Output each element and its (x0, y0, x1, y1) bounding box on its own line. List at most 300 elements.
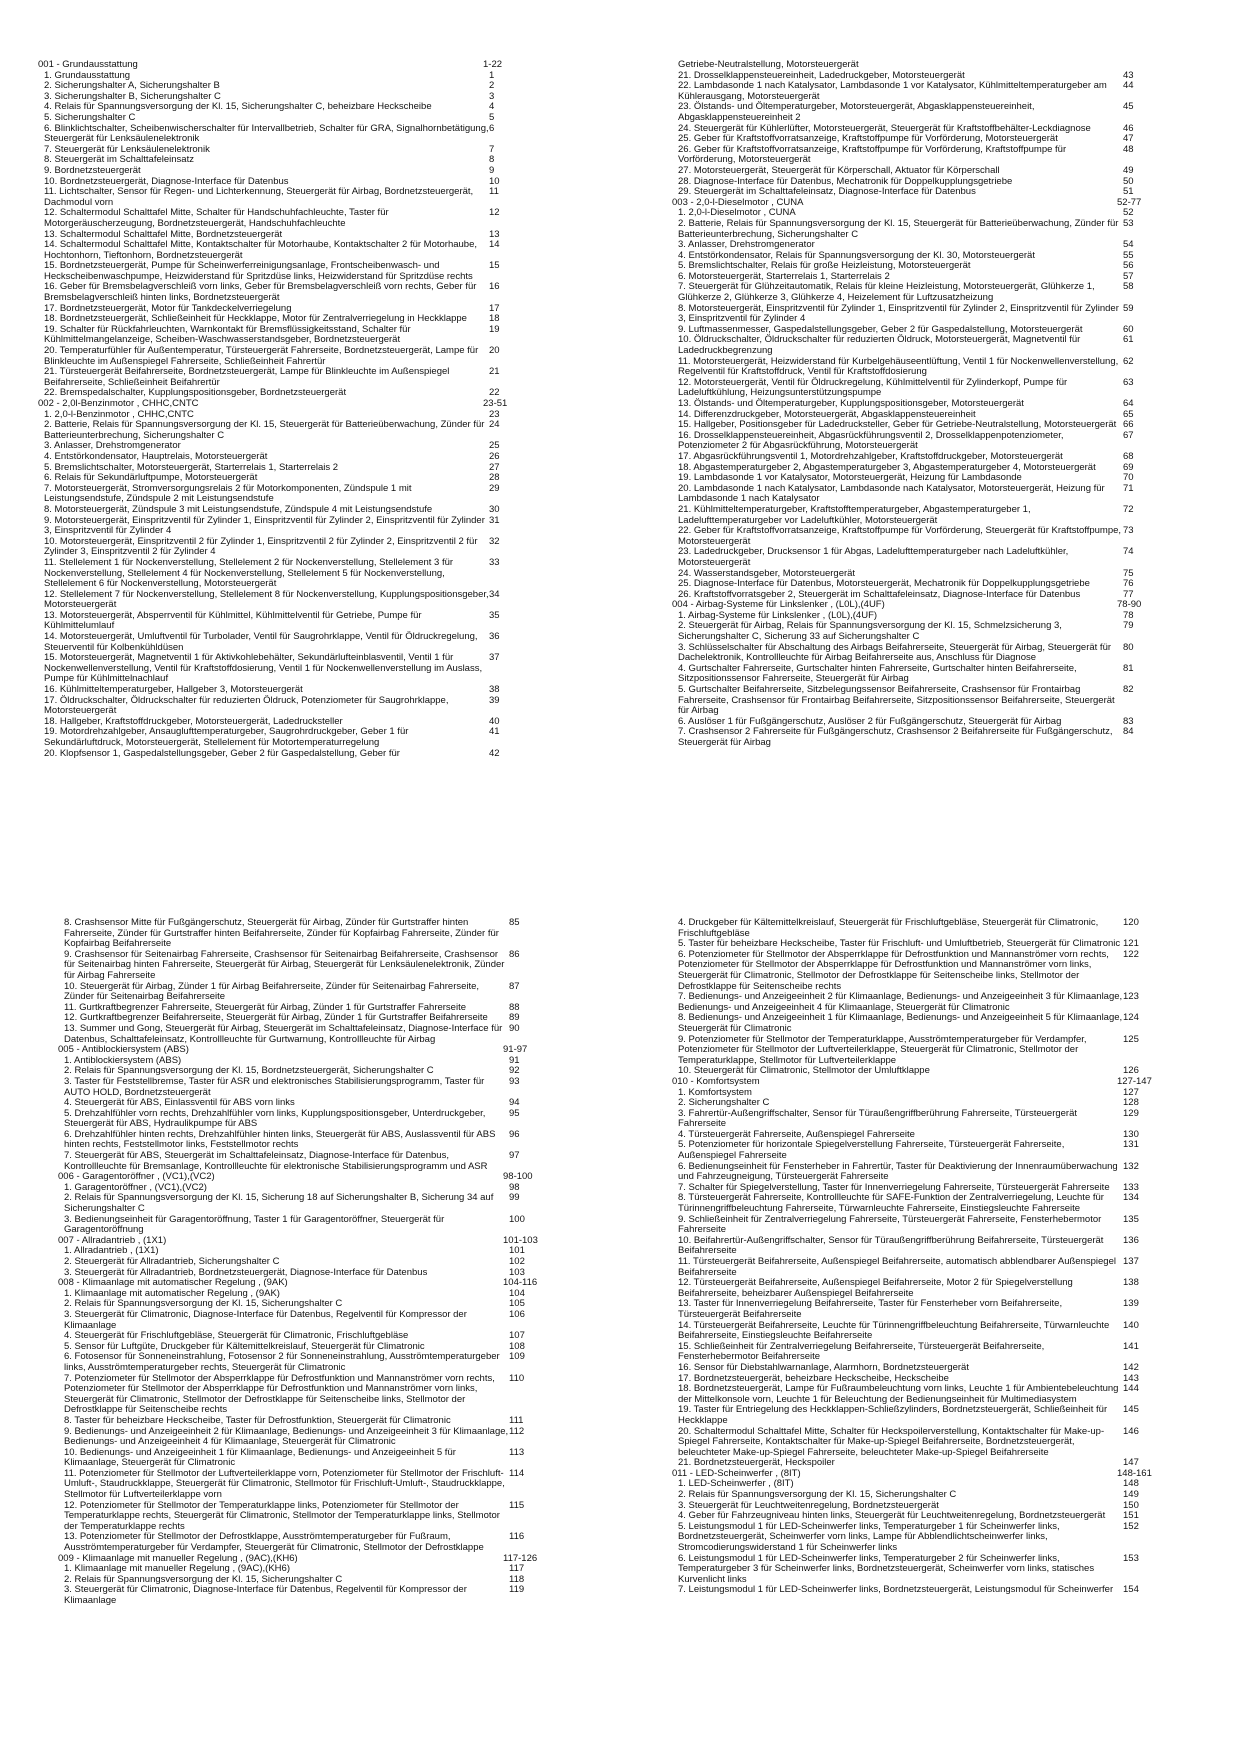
toc-entry (58, 1257, 563, 1268)
toc-entry-title: 23. Ölstands- und Öltemperaturgeber, Motorsteuergerät, Abgasklappensteuereinheit, Abgasklappensteuereinheit 2 (678, 101, 1035, 123)
toc-entry-page: 103 (509, 1266, 525, 1278)
toc-entry-page: 146 (1123, 1425, 1139, 1437)
toc-entry-page: 40 (489, 715, 500, 727)
toc-entry-title: 010 - Komfortsystem (672, 1075, 760, 1087)
toc-entry-title: 9. Crashsensor für Seitenairbag Fahrerseite, Crashsensor für Seitenairbag Beifahrerseite, Crashsensor für Seitenairbag hinten Fahrerseite, Steuergerät für Airbag, Steuergerät für Lenksäulenelektronik, Zünder für Airbag Fahrerseite (64, 948, 505, 981)
toc-entry-page: 64 (1123, 398, 1134, 409)
toc-entry-page: 131 (1123, 1139, 1139, 1151)
toc-entry-page: 138 (1123, 1277, 1139, 1289)
toc-entry (58, 1310, 563, 1331)
toc-entry (58, 1024, 563, 1045)
toc-entry-title: 29. Steuergerät im Schalttafeleinsatz, Diagnose-Interface für Datenbus (678, 186, 976, 198)
toc-entry-title: 1. Komfortsystem (678, 1086, 752, 1098)
toc-entry-title: 3. Steuergerät für Climatronic, Diagnose-Interface für Datenbus, Regelventil für Kompressor der Klimaanlage (64, 1308, 467, 1331)
toc-entry (58, 950, 563, 982)
toc-entry-page: 81 (1123, 662, 1134, 674)
toc-entry-page: 134 (1123, 1192, 1139, 1204)
toc-entry-title: 002 - 2,0l-Benzinmotor , CHHC,CNTC (38, 398, 199, 409)
toc-entry-title: 18. Bordnetzsteuergerät, Lampe für Fußraumbeleuchtung vorn links, Leuchte 1 für Ambientebeleuchtung der Mittelkonsole vorn, Leuchte 1 für Beleuchtung der Bedienungseinheit für Multimediasystem (678, 1383, 1119, 1405)
toc-entry-page: 115 (509, 1499, 525, 1511)
toc-entry-page: 112 (509, 1425, 525, 1437)
toc-entry-page: 35 (489, 609, 500, 621)
toc-entry-page: 48 (1123, 143, 1134, 155)
toc-entry-title: 13. Motorsteuergerät, Absperrventil für Kühlmittel, Kühlmittelventil für Getriebe, Pumpe für Kühlmittelumlauf (44, 609, 422, 632)
toc-entry-page: 104 (509, 1287, 525, 1299)
toc-entry-page: 116 (509, 1531, 525, 1543)
toc-entry-page: 49 (1123, 164, 1134, 176)
toc-entry (672, 145, 1177, 166)
toc-entry-title: 8. Türsteuergerät Fahrerseite, Kontrollleuchte für SAFE-Funktion der Zentralverriegelung, Leuchte für Türinnengriffbeleuchtung Fahrerseite, Türwarnleuchte Fahrerseite, Einstiegsleuchte Fahrerseite (678, 1192, 1104, 1215)
toc-entry-title: 5. Potenziometer für horizontale Spiegelverstellung Fahrerseite, Türsteuergerät Fahrerseite, Außenspiegel Fahrerseite (678, 1139, 1065, 1162)
toc-entry-title: 25. Geber für Kraftstoffvorratsanzeige, Kraftstoffpumpe für Vorförderung, Motorsteuergerät (678, 133, 1058, 145)
toc-entry-page: 130 (1123, 1128, 1139, 1140)
toc-entry-page: 26 (489, 450, 500, 462)
toc-entry (38, 346, 543, 367)
toc-entry-page: 70 (1123, 472, 1134, 484)
toc-entry-page: 52 (1123, 207, 1134, 219)
toc-entry-title: 1. LED-Scheinwerfer , (8IT) (678, 1478, 794, 1490)
toc-entry-title: 3. Bedienungseinheit für Garagentoröffnung, Taster 1 für Garagentoröffner, Steuergerät für Garagentoröffnung (64, 1213, 445, 1236)
toc-entry-title: 1. Airbag-Systeme für Linkslenker , (L0L),(4UF) (678, 609, 878, 621)
toc-entry (672, 60, 1177, 71)
toc-entry-page: 50 (1123, 175, 1134, 187)
toc-entry-title: 4. Geber für Fahrzeugniveau hinten links, Steuergerät für Leuchtweitenregelung, Bordnetzsteuergerät (678, 1510, 1106, 1522)
toc-entry-page: 20 (489, 345, 500, 357)
toc-entry (672, 547, 1177, 568)
toc-entry (672, 219, 1177, 240)
toc-entry-page: 125 (1123, 1033, 1139, 1045)
toc-entry-page: 65 (1123, 408, 1134, 420)
toc-column-bottom-right (672, 918, 1177, 1596)
toc-entry-page: 47 (1123, 133, 1134, 145)
toc-entry-title: 13. Summer und Gong, Steuergerät für Airbag, Steuergerät im Schalttafeleinsatz, Diagnose-Interface für Datenbus, Schalttafeleinsatz, Kontrollleuchte für Gurtwarnung, Kontrollleuchte für Airbag (64, 1022, 503, 1045)
toc-entry (38, 516, 543, 537)
toc-section-entry (672, 1077, 1177, 1088)
toc-entry-page: 28 (489, 472, 500, 484)
toc-entry-page: 23 (489, 408, 500, 420)
toc-entry (58, 1532, 563, 1553)
toc-entry-title: 1. Allradantrieb , (1X1) (64, 1245, 159, 1257)
toc-entry-page: 84 (1123, 726, 1134, 738)
toc-entry-title: 4. Türsteuergerät Fahrerseite, Außenspiegel Fahrerseite (678, 1128, 915, 1140)
toc-entry-page: 5 (489, 111, 495, 123)
toc-entry-title: 28. Diagnose-Interface für Datenbus, Mechatronik für Doppelkupplungsgetriebe (678, 175, 1013, 187)
toc-entry-title: 18. Bordnetzsteuergerät, Schließeinheit für Heckklappe, Motor für Zentralverriegelung in Heckklappe (44, 313, 467, 325)
toc-entry (38, 166, 543, 177)
toc-entry-title: 004 - Airbag-Systeme für Linkslenker , (L0L),(4UF) (672, 599, 885, 611)
toc-column-top-right (672, 60, 1177, 749)
toc-entry-page: 144 (1123, 1383, 1139, 1395)
toc-entry-title: 10. Motorsteuergerät, Einspritzventil 2 für Zylinder 1, Einspritzventil 2 für Zylinder 2, Einspritzventil 2 für Zylinder 3, Einspritzventil 2 für Zylinder 4 (44, 535, 478, 558)
toc-entry-title: 9. Bordnetzsteuergerät (44, 164, 141, 176)
toc-entry (38, 261, 543, 282)
toc-entry-title: 6. Potenziometer für Stellmotor der Absperrklappe für Defrostfunktion und Mannanströmer vorn rechts, Potenziometer für Stellmotor der Absperrklappe für Defrostfunktion und Mannanströmer vorn links, Steuergerät für Climatronic, Stellmotor der Defrostklappe für Seitenscheibe links, Stellmotor der Defrostklappe für Seitenscheibe rechts (678, 948, 1109, 992)
toc-entry-title: 19. Motordrehzahlgeber, Ansauglufttemperaturgeber, Saugrohrdruckgeber, Geber 1 für Sekundärluftdruck, Motorsteuergerät, Stellelement für Motortemperaturregelung (44, 726, 409, 748)
toc-entry-page: 82 (1123, 684, 1134, 696)
toc-entry (38, 208, 543, 229)
toc-entry (58, 1585, 563, 1606)
toc-entry-title: 10. Öldruckschalter, Öldruckschalter für reduzierten Öldruck, Motorsteuergerät, Magnetventil für Ladedruckbegrenzung (678, 334, 1081, 357)
toc-entry-title: 14. Differenzdruckgeber, Motorsteuergerät, Abgasklappensteuereinheit (678, 408, 976, 420)
toc-entry (38, 452, 543, 463)
toc-entry (672, 166, 1177, 177)
toc-entry-page: 21 (489, 366, 500, 378)
toc-entry-page: 135 (1123, 1213, 1139, 1225)
toc-entry-title: 12. Türsteuergerät Beifahrerseite, Außenspiegel Beifahrerseite, Motor 2 für Spiegelverstellung Beifahrerseite, beheizbarer Außenspiegel Beifahrerseite (678, 1277, 1073, 1299)
toc-entry (38, 696, 543, 717)
toc-entry-title: 18. Abgastemperaturgeber 2, Abgastemperaturgeber 3, Abgastemperaturgeber 4, Motorsteuergerät (678, 461, 1096, 473)
toc-entry-page: 60 (1123, 323, 1134, 335)
toc-entry-title: 20. Schaltermodul Schalttafel Mitte, Schalter für Heckspoilerverstellung, Kontaktschalter für Make-up-Spiegel Fahrerseite, Kontaktschalter für Make-up-Spiegel Beifahrerseite, Bordnetzsteuergerät, beleuchteter Make-up-Spiegel Fahrerseite, beleuchteter Make-up-Spiegel Beifahrerseite (678, 1425, 1105, 1458)
toc-entry-page: 121 (1123, 938, 1139, 950)
toc-entry (672, 950, 1177, 992)
toc-entry-title: 13. Schaltermodul Schalttafel Mitte, Bordnetzsteuergerät (44, 228, 283, 240)
toc-entry-title: Getriebe-Neutralstellung, Motorsteuergerät (678, 59, 859, 70)
toc-entry (38, 420, 543, 441)
toc-entry-page: 59 (1123, 302, 1134, 314)
toc-entry-title: 27. Motorsteuergerät, Steuergerät für Körperschall, Aktuator für Körperschall (678, 164, 1000, 176)
toc-entry-title: 9. Potenziometer für Stellmotor der Temperaturklappe, Ausströmtemperaturgeber für Verdampfer, Potenziometer für Stellmotor der Luftverteilerklappe, Steuergerät für Climatronic, Stellmotor der Temperaturklappe, Stellmotor für Luftverteilerklappe (678, 1033, 1087, 1066)
toc-entry-page: 94 (509, 1097, 520, 1109)
toc-entry-title: 3. Steuergerät für Allradantrieb, Bordnetzsteuergerät, Diagnose-Interface für Datenbus (64, 1266, 428, 1278)
toc-entry (672, 102, 1177, 123)
toc-entry (38, 325, 543, 346)
toc-entry-title: 12. Potenziometer für Stellmotor der Temperaturklappe links, Potenziometer für Stellmotor der Temperaturklappe rechts, Steuergerät für Climatronic, Stellmotor der Temperaturklappe links, Stellmotor der Temperaturklappe rechts (64, 1499, 500, 1532)
toc-entry-title: 1. 2,0-l-Dieselmotor , CUNA (678, 207, 796, 219)
toc-entry (672, 1109, 1177, 1130)
toc-entry-page: 137 (1123, 1256, 1139, 1267)
toc-entry (672, 1363, 1177, 1374)
toc-entry (672, 526, 1177, 547)
toc-entry-title: 9. Luftmassenmesser, Gaspedalstellungsgeber, Geber 2 für Gaspedalstellung, Motorsteuergerät (678, 323, 1083, 335)
toc-entry-page: 13 (489, 228, 500, 240)
toc-entry-title: 19. Taster für Entriegelung des Heckklappen-Schließzylinders, Bordnetzsteuergerät, Schließeinheit für Heckklappe (678, 1404, 1108, 1426)
toc-entry-title: 10. Beifahrertür-Außengriffschalter, Sensor für Türaußengriffberührung Beifahrerseite, Türsteuergerät Beifahrerseite (678, 1234, 1104, 1257)
toc-entry (58, 982, 563, 1003)
toc-entry-page: 106 (509, 1308, 525, 1320)
toc-entry-title: 13. Potenziometer für Stellmotor der Defrostklappe, Ausströmtemperaturgeber für Fußraum, Ausströmtemperaturgeber für Verdampfer, Steuergerät für Climatronic, Stellmotor der Defrostklappe (64, 1531, 484, 1554)
toc-entry-page: 3 (489, 90, 495, 102)
toc-entry-title: 24. Steuergerät für Kühlerlüfter, Motorsteuergerät, Steuergerät für Kraftstoffbehälter-Leckdiagnose (678, 122, 1091, 134)
toc-entry-title: 12. Stellelement 7 für Nockenverstellung, Stellelement 8 für Nockenverstellung, Kupplungspositionsgeber, Motorsteuergerät (44, 588, 489, 611)
toc-entry-title: 4. Steuergerät für Frischluftgebläse, Steuergerät für Climatronic, Frischluftgebläse (64, 1330, 409, 1342)
toc-entry-page: 2 (489, 80, 495, 92)
toc-entry-title: 22. Bremspedalschalter, Kupplungspositionsgeber, Bordnetzsteuergerät (44, 387, 347, 399)
toc-entry (672, 399, 1177, 410)
toc-entry-page: 105 (509, 1298, 525, 1310)
toc-entry (672, 1257, 1177, 1278)
toc-entry-title: 2. Batterie, Relais für Spannungsversorgung der Kl. 15, Steuergerät für Batterieüberwachung, Zünder für Batterieunterbrechung, Sicherungshalter C (678, 217, 1119, 240)
toc-entry (672, 484, 1177, 505)
toc-entry-page: 54 (1123, 239, 1134, 251)
toc-entry (58, 1130, 563, 1151)
toc-entry-page: 101 (509, 1245, 525, 1257)
toc-entry-title: 1. 2,0-l-Benzinmotor , CHHC,CNTC (44, 408, 194, 420)
toc-entry-title: 2. Sicherungshalter A, Sicherungshalter B (44, 80, 220, 92)
toc-entry-title: 5. Leistungsmodul 1 für LED-Scheinwerfer links, Temperaturgeber 1 für Scheinwerfer links, Bordnetzsteuergerät, Scheinwerfer vorn links, Lampe für Abblendlichtscheinwerfer links, Stromcodierungswiderstand 1 für Scheinwerfer links (678, 1520, 1060, 1554)
toc-entry (38, 187, 543, 208)
toc-entry-title: 9. Schließeinheit für Zentralverriegelung Fahrerseite, Türsteuergerät Fahrerseite, Fensterhebermotor Fahrerseite (678, 1213, 1102, 1236)
toc-entry-title: 20. Klopfsensor 1, Gaspedalstellungsgeber, Geber 2 für Gaspedalstellung, Geber für (44, 747, 400, 759)
toc-entry-page: 41 (489, 726, 500, 738)
toc-entry (38, 124, 543, 145)
toc-entry-page: 91 (509, 1054, 520, 1066)
toc-entry-page: 107 (509, 1330, 525, 1342)
toc-entry-title: 11. Potenziometer für Stellmotor der Luftverteilerklappe vorn, Potenziometer für Stellmotor der Frischluft-Umluft-, Staudruckklappe, Steuergerät für Climatronic, Stellmotor für Frischluft-Umluft-, Staudruckklappe, Stellmotor für Luftverteilerklappe vorn (64, 1467, 505, 1501)
toc-entry-page: 98-100 (503, 1171, 533, 1183)
toc-entry (58, 1109, 563, 1130)
toc-entry-title: 2. Relais für Spannungsversorgung der Kl. 15, Sicherung 18 auf Sicherungshalter B, Sicherung 34 auf Sicherungshalter C (64, 1192, 494, 1215)
toc-entry-page: 83 (1123, 715, 1134, 727)
toc-entry-title: 007 - Allradantrieb , (1X1) (58, 1234, 167, 1246)
toc-entry-page: 148-161 (1117, 1467, 1152, 1479)
toc-entry-page: 108 (509, 1340, 525, 1352)
toc-entry-page: 56 (1123, 260, 1134, 272)
toc-entry-title: 7. Steuergerät für Lenksäulenelektronik (44, 143, 210, 155)
toc-entry-page: 92 (509, 1065, 520, 1077)
toc-entry-page: 7 (489, 143, 495, 155)
toc-entry-title: 2. Steuergerät für Allradantrieb, Sicherungshalter C (64, 1256, 280, 1267)
toc-entry-page: 6 (489, 122, 495, 134)
toc-entry-page: 71 (1123, 482, 1134, 494)
toc-entry-page: 51 (1123, 186, 1134, 198)
toc-entry-page: 39 (489, 694, 500, 706)
toc-entry (38, 611, 543, 632)
toc-entry-title: 16. Geber für Bremsbelagverschleiß vorn links, Geber für Bremsbelagverschleiß vorn rechts, Geber für Bremsbelagverschleiß hinten links, Bordnetzsteuergerät (44, 281, 477, 304)
toc-entry-title: 11. Türsteuergerät Beifahrerseite, Außenspiegel Beifahrerseite, automatisch abblendbarer Außenspiegel Beifahrerseite (678, 1256, 1116, 1278)
toc-entry-page: 151 (1123, 1510, 1139, 1522)
toc-entry-title: 20. Lambdasonde 1 nach Katalysator, Lambdasonde nach Katalysator, Motorsteuergerät, Heizung für Lambdasonde 1 nach Katalysator (678, 482, 1105, 505)
toc-entry (58, 1374, 563, 1416)
toc-column-top-left (38, 60, 543, 759)
toc-entry (672, 992, 1177, 1013)
toc-entry-title: 19. Lambdasonde 1 vor Katalysator, Motorsteuergerät, Heizung für Lambdasonde (678, 472, 1022, 484)
toc-entry-title: 11. Lichtschalter, Sensor für Regen- und Lichterkennung, Steuergerät für Airbag, Bordnetzsteuergerät, Dachmodul vorn (44, 186, 474, 208)
toc-entry (58, 1215, 563, 1236)
toc-entry-page: 129 (1123, 1107, 1139, 1119)
toc-entry-title: 1. Klimaanlage mit manueller Regelung , (9AC),(KH6) (64, 1563, 290, 1575)
toc-entry-page: 78 (1123, 609, 1134, 621)
toc-entry-page: 150 (1123, 1499, 1139, 1511)
toc-entry-page: 25 (489, 440, 500, 452)
toc-entry (58, 1352, 563, 1373)
toc-entry (58, 1416, 563, 1427)
toc-entry-title: 8. Bedienungs- und Anzeigeeinheit 1 für Klimaanlage, Bedienungs- und Anzeigeeinheit 5 für Klimaanlage, Steuergerät für Climatronic (678, 1012, 1123, 1034)
toc-entry (38, 727, 543, 748)
toc-entry-page: 127-147 (1117, 1075, 1152, 1087)
toc-entry-page: 85 (509, 917, 520, 928)
toc-entry-page: 69 (1123, 461, 1134, 473)
toc-entry (672, 1427, 1177, 1459)
toc-entry-page: 154 (1123, 1584, 1139, 1596)
toc-entry-page: 149 (1123, 1489, 1139, 1501)
toc-entry (672, 1554, 1177, 1586)
toc-entry-page: 27 (489, 461, 500, 473)
toc-entry-page: 19 (489, 323, 500, 335)
toc-entry (672, 335, 1177, 356)
toc-entry-title: 17. Öldruckschalter, Öldruckschalter für reduzierten Öldruck, Potenziometer für Saugrohrklappe, Motorsteuergerät (44, 694, 449, 717)
toc-entry-page: 75 (1123, 567, 1134, 579)
toc-entry-page: 101-103 (503, 1234, 538, 1246)
toc-entry-page: 61 (1123, 334, 1134, 346)
toc-entry-page: 117-126 (503, 1552, 538, 1564)
toc-entry-page: 52-77 (1117, 196, 1142, 208)
toc-entry-title: 21. Drosselklappensteuereinheit, Ladedruckgeber, Motorsteuergerät (678, 69, 965, 81)
toc-entry (38, 653, 543, 685)
toc-entry-page: 77 (1123, 588, 1134, 600)
toc-entry-page: 152 (1123, 1520, 1139, 1532)
toc-entry-title: 5. Gurtschalter Beifahrerseite, Sitzbelegungssensor Beifahrerseite, Crashsensor für Frontairbag Fahrerseite, Crashsensor für Frontairbag Beifahrerseite, Sitzpositionssensor Beifahrerseite, Steuergerät für Airbag (678, 684, 1115, 717)
toc-entry-page: 62 (1123, 355, 1134, 367)
toc-entry-title: 4. Druckgeber für Kältemittelkreislauf, Steuergerät für Frischluftgebläse, Steuergerät für Climatronic, Frischluftgebläse (678, 917, 1099, 939)
toc-entry-page: 42 (489, 747, 500, 759)
toc-entry (38, 537, 543, 558)
toc-entry-title: 16. Drosselklappensteuereinheit, Abgasrückführungsventil 2, Drosselklappenpotenziometer, Potenziometer 2 für Abgasrückführung, Motorsteuergerät (678, 429, 1064, 452)
toc-entry-title: 003 - 2,0-l-Dieselmotor , CUNA (672, 196, 804, 208)
toc-entry-title: 7. Potenziometer für Stellmotor der Absperrklappe für Defrostfunktion und Mannanströmer vorn rechts, Potenziometer für Stellmotor der Absperrklappe für Defrostfunktion und Mannanströmer vorn links, Steuergerät für Climatronic, Stellmotor der Defrostklappe für Seitenscheibe links, Stellmotor der Defrostklappe für Seitenscheibe rechts (64, 1372, 495, 1416)
toc-section-entry (38, 399, 543, 410)
toc-entry-title: 5. Drehzahlfühler vorn rechts, Drehzahlfühler vorn links, Kupplungspositionsgeber, Unterdruckgeber, Steuergerät für ABS, Hydraulikpumpe für ABS (64, 1107, 486, 1130)
toc-entry-title: 17. Bordnetzsteuergerät, Motor für Tankdeckelverriegelung (44, 302, 292, 314)
toc-entry-title: 15. Bordnetzsteuergerät, Pumpe für Scheinwerferreinigungsanlage, Frontscheibenwasch- und Heckscheibenwaschpumpe, Heizwiderstand für Spritzdüse links, Heizwiderstand für Spritzdüse rechts (44, 260, 473, 282)
toc-entry-page: 132 (1123, 1160, 1139, 1172)
toc-entry-title: 11. Motorsteuergerät, Heizwiderstand für Kurbelgehäuseentlüftung, Ventil 1 für Nockenwellenverstellung, Regelventil für Kraftstoffdruck, Ventil für Kraftstoffdosierung (678, 355, 1119, 378)
toc-entry (672, 664, 1177, 685)
toc-entry-title: 5. Bremslichtschalter, Relais für große Heizleistung, Motorsteuergerät (678, 260, 971, 272)
toc-entry (38, 505, 543, 516)
toc-entry (672, 1236, 1177, 1257)
toc-entry-title: 6. Bedienungseinheit für Fensterheber in Fahrertür, Taster für Deaktivierung der Innenraumüberwachung und Fahrzeugneigung, Türsteuergerät Fahrerseite (678, 1160, 1118, 1183)
toc-entry-title: 3. Taster für Feststellbremse, Taster für ASR und elektronisches Stabilisierungsprogramm, Taster für AUTO HOLD, Bordnetzsteuergerät (64, 1075, 485, 1098)
toc-entry-title: 6. Auslöser 1 für Fußgängerschutz, Auslöser 2 für Fußgängerschutz, Steuergerät für Airbag (678, 715, 1062, 727)
toc-entry-title: 011 - LED-Scheinwerfer , (8IT) (672, 1467, 801, 1479)
toc-entry-page: 23-51 (483, 398, 508, 409)
toc-entry-page: 111 (509, 1414, 524, 1426)
toc-entry-title: 21. Türsteuergerät Beifahrerseite, Bordnetzsteuergerät, Lampe für Blinkleuchte im Außenspiegel Beifahrerseite, Schließeinheit Beifahrertür (44, 366, 450, 388)
toc-entry-page: 97 (509, 1150, 520, 1162)
toc-entry-page: 17 (489, 302, 500, 314)
toc-entry-page: 120 (1123, 917, 1139, 928)
toc-entry (672, 1140, 1177, 1161)
toc-entry-title: 24. Wasserstandsgeber, Motorsteuergerät (678, 567, 856, 579)
toc-entry-title: 10. Bedienungs- und Anzeigeeinheit 1 für Klimaanlage, Bedienungs- und Anzeigeeinheit 5 für Klimaanlage, Steuergerät für Climatronic (64, 1446, 456, 1469)
toc-entry-page: 18 (489, 313, 500, 325)
toc-entry-title: 005 - Antiblockiersystem (ABS) (58, 1044, 189, 1056)
toc-entry (672, 685, 1177, 717)
toc-entry-title: 1. Garagentoröffner , (VC1),(VC2) (64, 1181, 207, 1193)
toc-entry (58, 1469, 563, 1501)
toc-entry-title: 12. Motorsteuergerät, Ventil für Öldruckregelung, Kühlmittelventil für Zylinderkopf, Pumpe für Ladeluftkühlung, Heizungsunterstützungspumpe (678, 376, 1068, 399)
toc-entry-page: 29 (489, 482, 500, 494)
toc-entry-title: 8. Steuergerät im Schalttafeleinsatz (44, 154, 194, 166)
toc-entry (672, 1035, 1177, 1067)
toc-entry-title: 1. Grundausstattung (44, 69, 131, 81)
toc-entry-page: 12 (489, 207, 500, 219)
toc-entry-page: 10 (489, 175, 500, 187)
toc-entry (38, 749, 543, 760)
toc-entry (672, 1321, 1177, 1342)
toc-entry-page: 110 (509, 1372, 525, 1384)
toc-entry-page: 124 (1123, 1012, 1139, 1024)
toc-entry (38, 484, 543, 505)
toc-entry-title: 19. Schalter für Rückfahrleuchten, Warnkontakt für Bremsflüssigkeitsstand, Schalter für Kühlmittelmangelanzeige, Scheiben-Waschwasserstandsgeber, Bordnetzsteuergerät (44, 323, 411, 346)
toc-entry-page: 8 (489, 154, 495, 166)
toc-entry-page (1123, 60, 1183, 71)
toc-entry (672, 918, 1177, 939)
toc-entry-title: 10. Steuergerät für Climatronic, Stellmotor der Umluftklappe (678, 1065, 930, 1077)
toc-entry-page: 104-116 (503, 1277, 538, 1289)
toc-entry-page: 76 (1123, 578, 1134, 590)
toc-entry-page: 87 (509, 980, 520, 992)
toc-entry-page: 126 (1123, 1065, 1139, 1077)
toc-entry (58, 1448, 563, 1469)
toc-entry-page: 74 (1123, 546, 1134, 558)
toc-entry-title: 4. Entstörkondensator, Relais für Spannungsversorgung der Kl. 30, Motorsteuergerät (678, 249, 1035, 261)
toc-entry-title: 3. Anlasser, Drehstromgenerator (44, 440, 181, 452)
toc-entry-title: 17. Bordnetzsteuergerät, beheizbare Heckscheibe, Heckscheibe (678, 1372, 949, 1384)
toc-entry-page: 102 (509, 1256, 525, 1267)
toc-entry-page: 127 (1123, 1086, 1139, 1098)
toc-entry-page: 24 (489, 419, 500, 431)
toc-entry-title: 25. Diagnose-Interface für Datenbus, Motorsteuergerät, Mechatronik für Doppelkupplungsgetriebe (678, 578, 1090, 590)
toc-entry-title: 11. Gurtkraftbegrenzer Fahrerseite, Steuergerät für Airbag, Zünder 1 für Gurtstraffer Fahrerseite (64, 1001, 467, 1013)
toc-entry-title: 10. Bordnetzsteuergerät, Diagnose-Interface für Datenbus (44, 175, 289, 187)
toc-entry-title: 9. Motorsteuergerät, Einspritzventil für Zylinder 1, Einspritzventil für Zylinder 2, Einspritzventil für Zylinder 3, Einspritzventil für Zylinder 4 (44, 514, 485, 537)
toc-entry (672, 1342, 1177, 1363)
toc-entry-page: 30 (489, 503, 500, 515)
toc-entry-title: 4. Relais für Spannungsversorgung der Kl. 15, Sicherungshalter C, beheizbare Heckscheibe (44, 101, 432, 113)
toc-entry-page: 1-22 (483, 59, 503, 70)
toc-entry-page: 98 (509, 1181, 520, 1193)
toc-entry-title: 3. Fahrertür-Außengriffschalter, Sensor für Türaußengriffberührung Fahrerseite, Türsteuergerät Fahrerseite (678, 1107, 1078, 1130)
toc-entry-title: 001 - Grundausstattung (38, 59, 138, 70)
toc-entry (58, 1501, 563, 1533)
toc-entry-page: 46 (1123, 122, 1134, 134)
toc-entry (672, 1405, 1177, 1426)
toc-entry-page: 11 (489, 186, 499, 198)
toc-entry-title: 3. Schlüsselschalter für Abschaltung des Airbags Beifahrerseite, Steuergerät für Airbag, Steuergerät für Dachelektronik, Kontrollleuchte für Airbag Beifahrerseite aus, Anschluss für Diagnose (678, 641, 1112, 664)
toc-entry-title: 15. Motorsteuergerät, Magnetventil 1 für Aktivkohlebehälter, Sekundärlufteinblasventil, Ventil 1 für Nockenwellenverstellung, Ventil für Kraftstoffdosierung, Ventil 1 für Nockenwellenverstellung im Auslass, Pumpe für Kühlmittelnachlauf (44, 652, 483, 685)
toc-entry-title: 2. Relais für Spannungsversorgung der Kl. 15, Bordnetzsteuergerät, Sicherungshalter C (64, 1065, 434, 1077)
toc-entry-title: 3. Sicherungshalter B, Sicherungshalter C (44, 90, 221, 102)
toc-entry-title: 23. Ladedruckgeber, Drucksensor 1 für Abgas, Ladelufttemperaturgeber nach Ladeluftkühler, Motorsteuergerät (678, 546, 1069, 568)
toc-entry-title: 8. Taster für beheizbare Heckscheibe, Taster für Defrostfunktion, Steuergerät für Climatronic (64, 1414, 451, 1426)
toc-entry-page: 128 (1123, 1097, 1139, 1109)
toc-entry (672, 1384, 1177, 1405)
toc-entry (672, 304, 1177, 325)
toc-entry-title: 6. Motorsteuergerät, Starterrelais 1, Starterrelais 2 (678, 270, 890, 282)
toc-entry-page: 90 (509, 1022, 520, 1034)
toc-entry (58, 1427, 563, 1448)
toc-entry-page: 145 (1123, 1404, 1139, 1416)
toc-entry (672, 282, 1177, 303)
toc-entry-page: 73 (1123, 525, 1134, 537)
toc-entry-title: 2. Relais für Spannungsversorgung der Kl. 15, Sicherungshalter C (64, 1298, 343, 1310)
toc-entry-title: 20. Temperaturfühler für Außentemperatur, Türsteuergerät Fahrerseite, Bordnetzsteuergerät, Lampe für Blinkleuchte im Außenspiegel Fahrerseite, Schließeinheit Fahrertür (44, 345, 479, 367)
toc-entry-title: 2. Batterie, Relais für Spannungsversorgung der Kl. 15, Steuergerät für Batterieüberwachung, Zünder für Batterieunterbrechung, Sicherungshalter C (44, 419, 485, 441)
toc-entry-page: 55 (1123, 249, 1134, 261)
toc-entry-title: 15. Schließeinheit für Zentralverriegelung Beifahrerseite, Türsteuergerät Beifahrerseite, Fensterhebermotor Beifahrerseite (678, 1340, 1045, 1363)
toc-entry (672, 621, 1177, 642)
toc-entry-title: 006 - Garagentoröffner , (VC1),(VC2) (58, 1171, 215, 1183)
toc-entry (38, 240, 543, 261)
toc-entry-page: 4 (489, 101, 495, 113)
toc-entry-title: 7. Schalter für Spiegelverstellung, Taster für Innenverriegelung Fahrerseite, Türsteuergerät Fahrerseite (678, 1181, 1110, 1193)
toc-entry-page: 113 (509, 1446, 525, 1458)
toc-entry-page: 86 (509, 948, 520, 960)
toc-entry-title: 2. Relais für Spannungsversorgung der Kl. 15, Sicherungshalter C (678, 1489, 957, 1501)
toc-entry-title: 13. Ölstands- und Öltemperaturgeber, Kupplungspositionsgeber, Motorsteuergerät (678, 398, 1024, 409)
